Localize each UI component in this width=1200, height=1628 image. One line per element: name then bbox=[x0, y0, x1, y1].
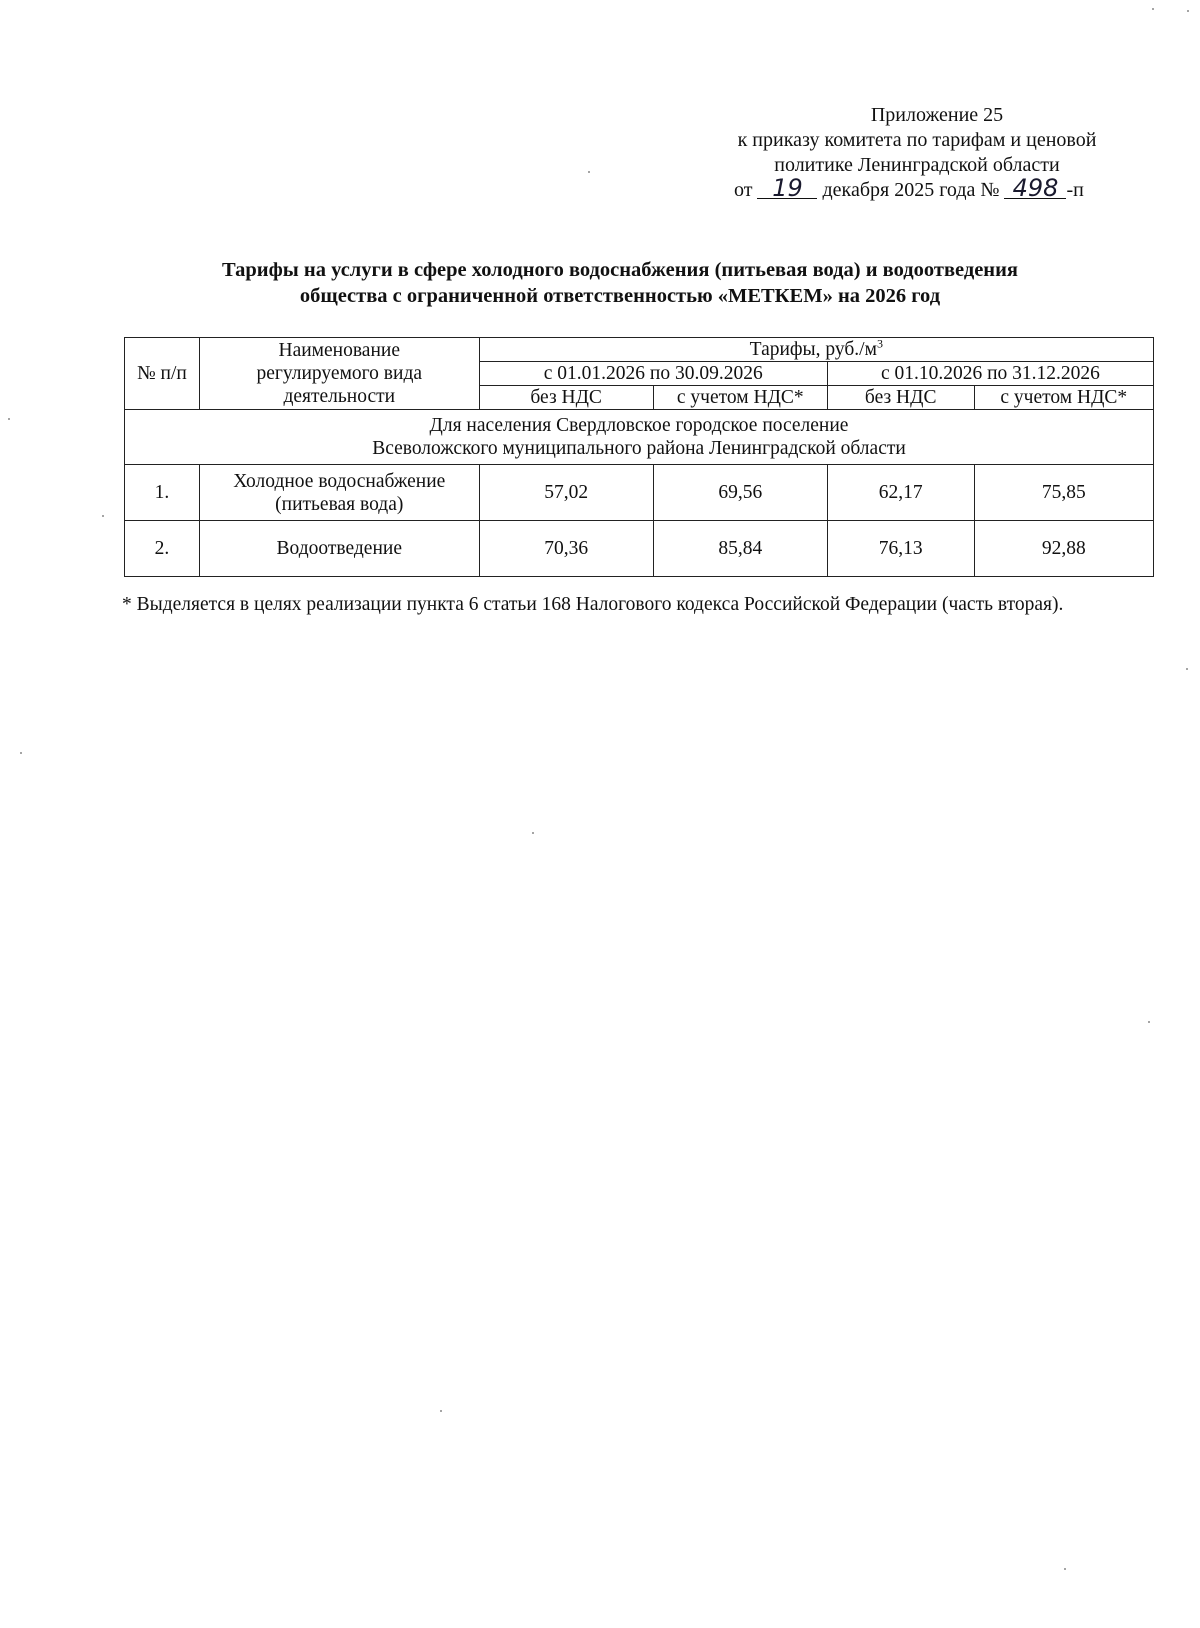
row-activity-name: Водоотведение bbox=[199, 521, 479, 577]
appendix-date-line bbox=[682, 174, 1152, 203]
scan-speck bbox=[1187, 10, 1189, 12]
header-no-vat-1: без НДС bbox=[479, 386, 653, 410]
group-row bbox=[125, 410, 1154, 465]
group-line-2: Всеволожского муниципального района Ленинградской области bbox=[372, 438, 906, 459]
scan-speck bbox=[1186, 668, 1188, 670]
table-row bbox=[125, 521, 1154, 577]
header-name-line-1: Наименование bbox=[278, 340, 400, 361]
header-name-line-3: деятельности bbox=[283, 386, 396, 407]
row-activity-name bbox=[199, 465, 479, 521]
scan-speck bbox=[1152, 8, 1154, 10]
header-num: № п/п bbox=[125, 338, 200, 410]
row-name-line-1: Холодное водоснабжение bbox=[233, 470, 446, 492]
tariffs-table bbox=[124, 337, 1154, 577]
header-period-2: с 01.10.2026 по 31.12.2026 bbox=[827, 362, 1153, 386]
footnote: * Выделяется в целях реализации пункта 6 статьи 168 Налогового кодекса Российской Федерации (часть вторая). bbox=[122, 594, 1064, 615]
scan-speck bbox=[1064, 1568, 1066, 1570]
row-value-no-vat-1: 70,36 bbox=[479, 521, 653, 577]
title-line-1: Тарифы на услуги в сфере холодного водоснабжения (питьевая вода) и водоотведения bbox=[221, 259, 1019, 281]
handwritten-day: 19 bbox=[757, 178, 817, 199]
header-tariffs bbox=[479, 338, 1153, 362]
row-num: 2. bbox=[125, 521, 200, 577]
row-value-no-vat-2: 62,17 bbox=[827, 465, 974, 521]
header-row-1 bbox=[125, 338, 1154, 362]
appendix-committee: политике Ленинградской области bbox=[774, 154, 1060, 176]
row-num: 1. bbox=[125, 465, 200, 521]
group-label bbox=[125, 410, 1154, 465]
header-period-1: с 01.01.2026 по 30.09.2026 bbox=[479, 362, 827, 386]
scan-speck bbox=[1148, 1021, 1150, 1023]
group-line-1: Для населения Свердловское городское поселение bbox=[429, 415, 849, 436]
row-value-no-vat-1: 57,02 bbox=[479, 465, 653, 521]
row-value-with-vat-2: 75,85 bbox=[974, 465, 1153, 521]
header-with-vat-1: с учетом НДС* bbox=[653, 386, 827, 410]
document-title bbox=[120, 257, 1120, 309]
appendix-order-ref: к приказу комитета по тарифам и ценовой bbox=[737, 129, 1097, 151]
from-label: от bbox=[734, 179, 753, 201]
scan-speck bbox=[588, 171, 590, 173]
row-name-line-2: (питьевая вода) bbox=[275, 493, 404, 515]
scan-speck bbox=[8, 418, 10, 420]
order-suffix: -п bbox=[1066, 179, 1084, 201]
header-name-line-2: регулируемого вида bbox=[256, 363, 423, 384]
row-value-with-vat-2: 92,88 bbox=[974, 521, 1153, 577]
header-activity-name bbox=[199, 338, 479, 410]
scan-speck bbox=[532, 832, 534, 834]
handwritten-order-number: 498 bbox=[1004, 178, 1066, 199]
scan-speck bbox=[440, 1410, 442, 1412]
header-with-vat-2: с учетом НДС* bbox=[974, 386, 1153, 410]
header-tariffs-sup: 3 bbox=[876, 336, 883, 351]
row-value-with-vat-1: 85,84 bbox=[653, 521, 827, 577]
date-text: декабря 2025 года № bbox=[822, 179, 1000, 201]
scan-speck bbox=[102, 515, 104, 517]
scan-speck bbox=[20, 752, 22, 754]
header-tariffs-label: Тарифы, руб./м bbox=[749, 339, 877, 360]
appendix-title: Приложение 25 bbox=[870, 104, 1004, 126]
row-value-no-vat-2: 76,13 bbox=[827, 521, 974, 577]
appendix-header bbox=[682, 103, 1152, 203]
header-no-vat-2: без НДС bbox=[827, 386, 974, 410]
table-row bbox=[125, 465, 1154, 521]
row-value-with-vat-1: 69,56 bbox=[653, 465, 827, 521]
title-line-2: общества с ограниченной ответственностью «МЕТКЕМ» на 2026 год bbox=[299, 285, 941, 307]
